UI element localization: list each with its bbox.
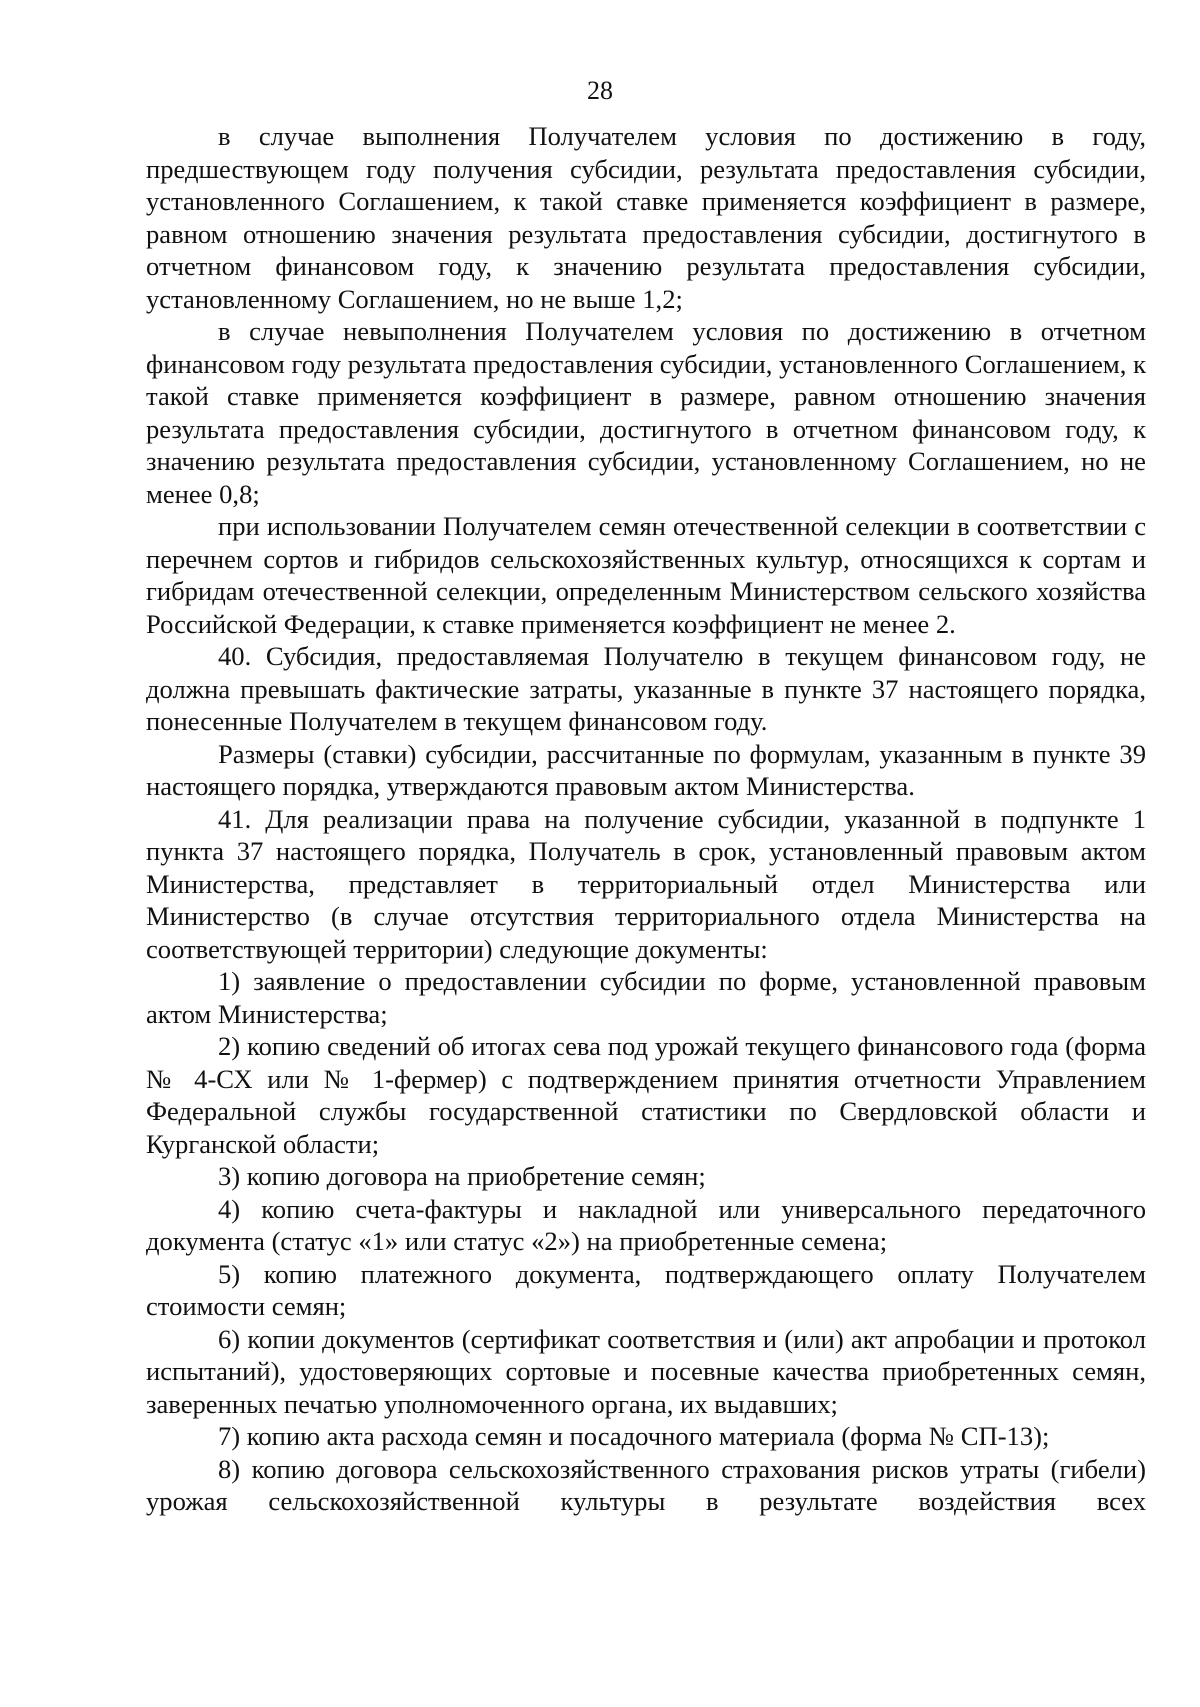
paragraph-domestic-seeds: при использовании Получателем семян отечественной селекции в соответствии с перечнем сортов и гибридов сельскохозяйственных культур, относящихся к сортам и гибридам отечественной селекции, определенным Министерством сельского хозяйства Российской Федерации, к ставке применяется коэффициент не менее 2.: [146, 511, 1146, 639]
page-number: 28: [587, 76, 613, 105]
list-item-3: 3) копию договора на приобретение семян;: [218, 1161, 706, 1191]
list-item-2: 2) копию сведений об итогах сева под урожай текущего финансового года (форма № 4-СХ или № 1-фермер) с подтверждением принятия отчетности Управлением Федеральной службы государственной статистики по Свердловской области и Курганской области;: [146, 1031, 1146, 1159]
list-item-4: 4) копию счета-фактуры и накладной или универсального передаточного документа (статус «1» или статус «2») на приобретенные семена;: [146, 1193, 1146, 1256]
paragraph-clause-40: 40. Субсидия, предоставляемая Получателю в текущем финансовом году, не должна превышать фактические затраты, указанные в пункте 37 настоящего порядка, понесенные Получателем в текущем финансовом году.: [146, 641, 1146, 736]
list-item-7: 7) копию акта расхода семян и посадочного материала (форма № СП-13);: [218, 1421, 1050, 1451]
list-item-1: 1) заявление о предоставлении субсидии по форме, установленной правовым актом Министерства;: [146, 966, 1146, 1029]
list-item-6: 6) копии документов (сертификат соответствия и (или) акт апробации и протокол испытаний), удостоверяющих сортовые и посевные качества приобретенных семян, заверенных печатью уполномоченного органа, их выдавших;: [146, 1323, 1146, 1419]
list-item-5: 5) копию платежного документа, подтверждающего оплату Получателем стоимости семян;: [146, 1258, 1146, 1321]
list-item-8: 8) копию договора сельскохозяйственного страхования рисков утраты (гибели) урожая сельскохозяйственной культуры в результате воздействия всех: [146, 1453, 1146, 1516]
paragraph-coefficient-increase: в случае выполнения Получателем условия по достижению в году, предшествующем году получения субсидии, результата предоставления субсидии, установленного Соглашением, к такой ставке применяется коэффициент в размере, равном отношению значения результата предоставления субсидии, достигнутого в отчетном финансовом году, к значению результата предоставления субсидии, установленному Соглашением, но не выше 1,2;: [146, 121, 1146, 314]
paragraph-clause-41: 41. Для реализации права на получение субсидии, указанной в подпункте 1 пункта 37 настоящего порядка, Получатель в срок, установленный правовым актом Министерства, представляет в территориальный отдел Министерства или Министерство (в случае отсутствия территориального отдела Министерства на соответствующей территории) следующие документы:: [146, 803, 1146, 964]
paragraph-subsidy-rates: Размеры (ставки) субсидии, рассчитанные по формулам, указанным в пункте 39 настоящего порядка, утверждаются правовым актом Министерства.: [146, 738, 1146, 801]
paragraph-coefficient-decrease: в случае невыполнения Получателем условия по достижению в отчетном финансовом году результата предоставления субсидии, установленного Соглашением, к такой ставке применяется коэффициент в размере, равном отношению значения результата предоставления субсидии, достигнутого в отчетном финансовом году, к значению результата предоставления субсидии, установленному Соглашением, но не менее 0,8;: [146, 316, 1146, 509]
document-body: [146, 120, 1146, 1518]
